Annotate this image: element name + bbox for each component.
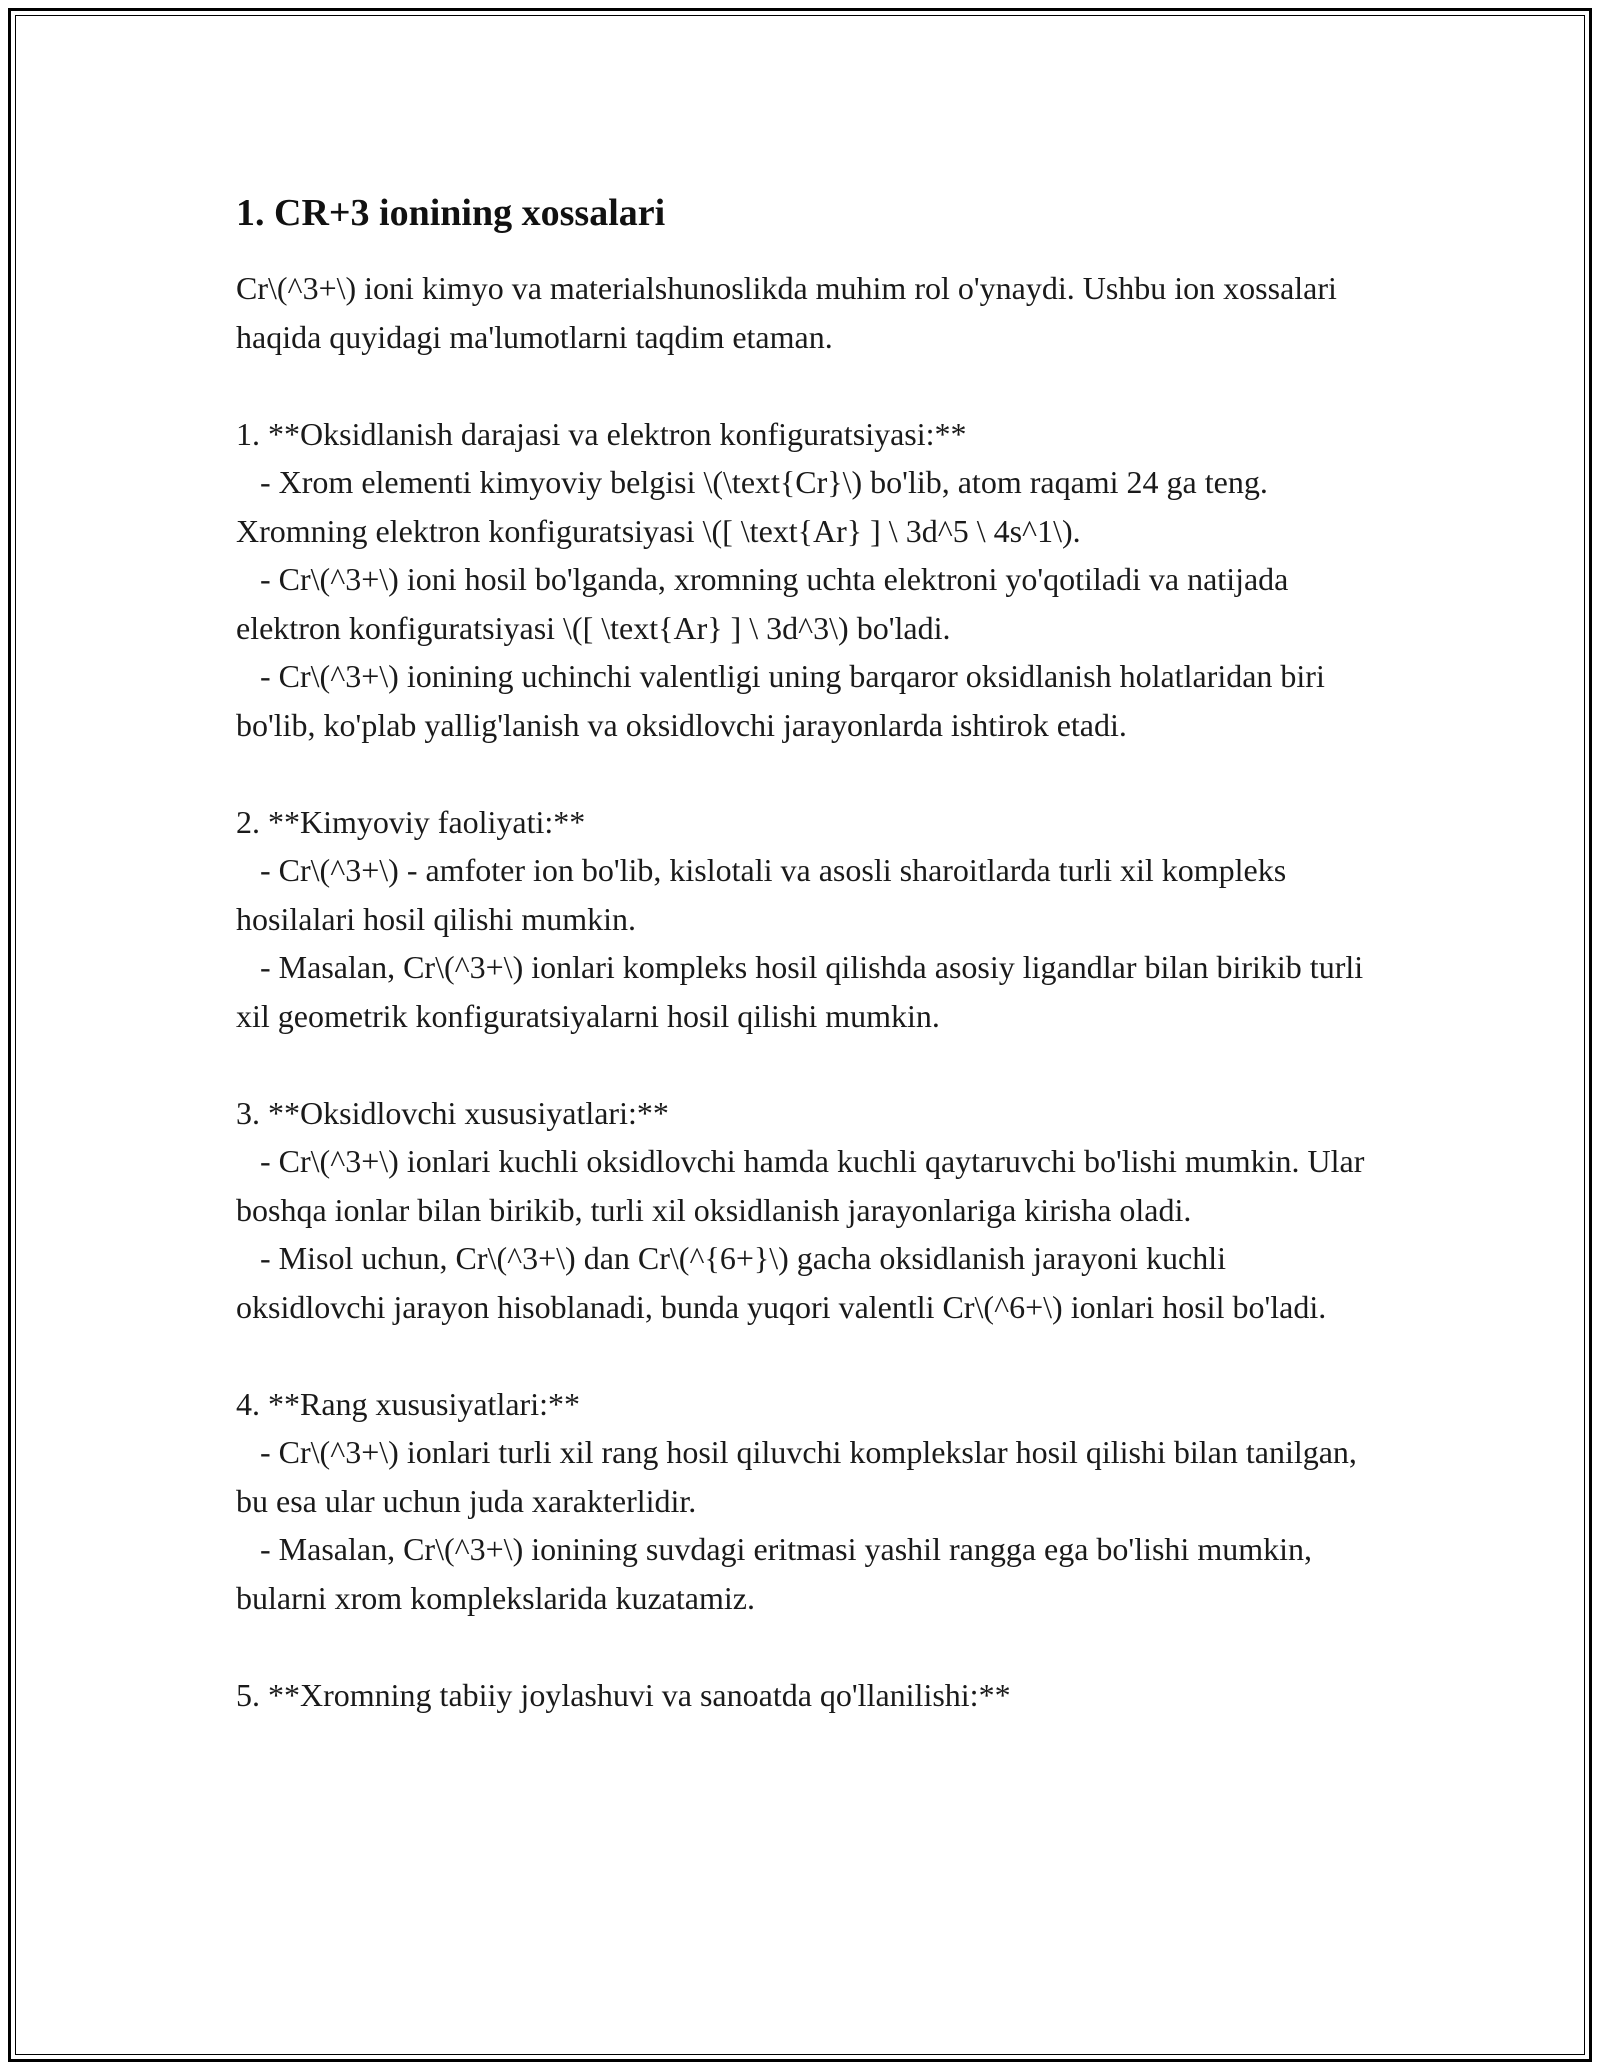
section-item: - Cr\(^3+\) ionining uchinchi valentligi uning barqaror oksidlanish holatlaridan biri bo'lib, ko'plab yallig'lanish va oksidlovchi jarayonlarda ishtirok etadi. — [236, 658, 1333, 743]
section-item: - Cr\(^3+\) ionlari turli xil rang hosil qiluvchi komplekslar hosil qilishi bilan tanilgan, bu esa ular uchun juda xarakterlidir. — [236, 1434, 1365, 1519]
section-chemical-activity — [236, 798, 1372, 1041]
section-color-properties — [236, 1380, 1366, 1623]
section-item: - Masalan, Cr\(^3+\) ionining suvdagi eritmasi yashil rangga ega bo'lishi mumkin, bularni xrom komplekslarida kuzatamiz. — [236, 1531, 1320, 1616]
section-heading: 1. **Oksidlanish darajasi va elektron konfiguratsiyasi:** — [236, 415, 967, 452]
intro-paragraph: Cr\(^3+\) ioni kimyo va materialshunoslikda muhim rol o'ynaydi. Ushbu ion xossalari haqida quyidagi ma'lumotlarni taqdim etaman. — [236, 270, 1337, 355]
section-item: - Cr\(^3+\) ioni hosil bo'lganda, xromning uchta elektroni yo'qotiladi va natijada elektron konfiguratsiyasi \([ \text{Ar} ] \ 3d^3\) bo'ladi. — [236, 561, 1297, 646]
section-item: - Cr\(^3+\) - amfoter ion bo'lib, kislotali va asosli sharoitlarda turli xil kompleks hosilalari hosil qilishi mumkin. — [236, 852, 1295, 937]
section-natural-occurrence — [236, 1671, 1366, 1720]
section-heading: 4. **Rang xususiyatlari:** — [236, 1385, 580, 1422]
document-title: 1. CR+3 ionining xossalari — [236, 192, 666, 234]
section-item: - Misol uchun, Cr\(^3+\) dan Cr\(^{6+}\) gacha oksidlanish jarayoni kuchli oksidlovchi jarayon hisoblanadi, bunda yuqori valentli Cr\(^6+\) ionlari hosil bo'ladi. — [236, 1240, 1327, 1325]
section-oxidizing-properties — [236, 1089, 1373, 1332]
document-content — [236, 186, 1373, 1719]
section-item: - Masalan, Cr\(^3+\) ionlari kompleks hosil qilishda asosiy ligandlar bilan birikib turli xil geometrik konfiguratsiyalarni hosil qilishi mumkin. — [236, 949, 1372, 1034]
section-heading: 2. **Kimyoviy faoliyati:** — [236, 803, 586, 840]
section-item: - Xrom elementi kimyoviy belgisi \(\text{Cr}\) bo'lib, atom raqami 24 ga teng. Xromning elektron konfiguratsiyasi \([ \text{Ar} ] \ 3d^5 \ 4s^1\). — [236, 464, 1276, 549]
section-heading: 5. **Xromning tabiiy joylashuvi va sanoatda qo'llanilishi:** — [236, 1676, 1011, 1713]
document-body — [236, 264, 1373, 1719]
section-oxidation-state — [236, 410, 1366, 750]
section-heading: 3. **Oksidlovchi xususiyatlari:** — [236, 1094, 669, 1131]
section-item: - Cr\(^3+\) ionlari kuchli oksidlovchi hamda kuchli qaytaruvchi bo'lishi mumkin. Ular boshqa ionlar bilan birikib, turli xil oksidlanish jarayonlariga kirisha oladi. — [236, 1143, 1373, 1228]
